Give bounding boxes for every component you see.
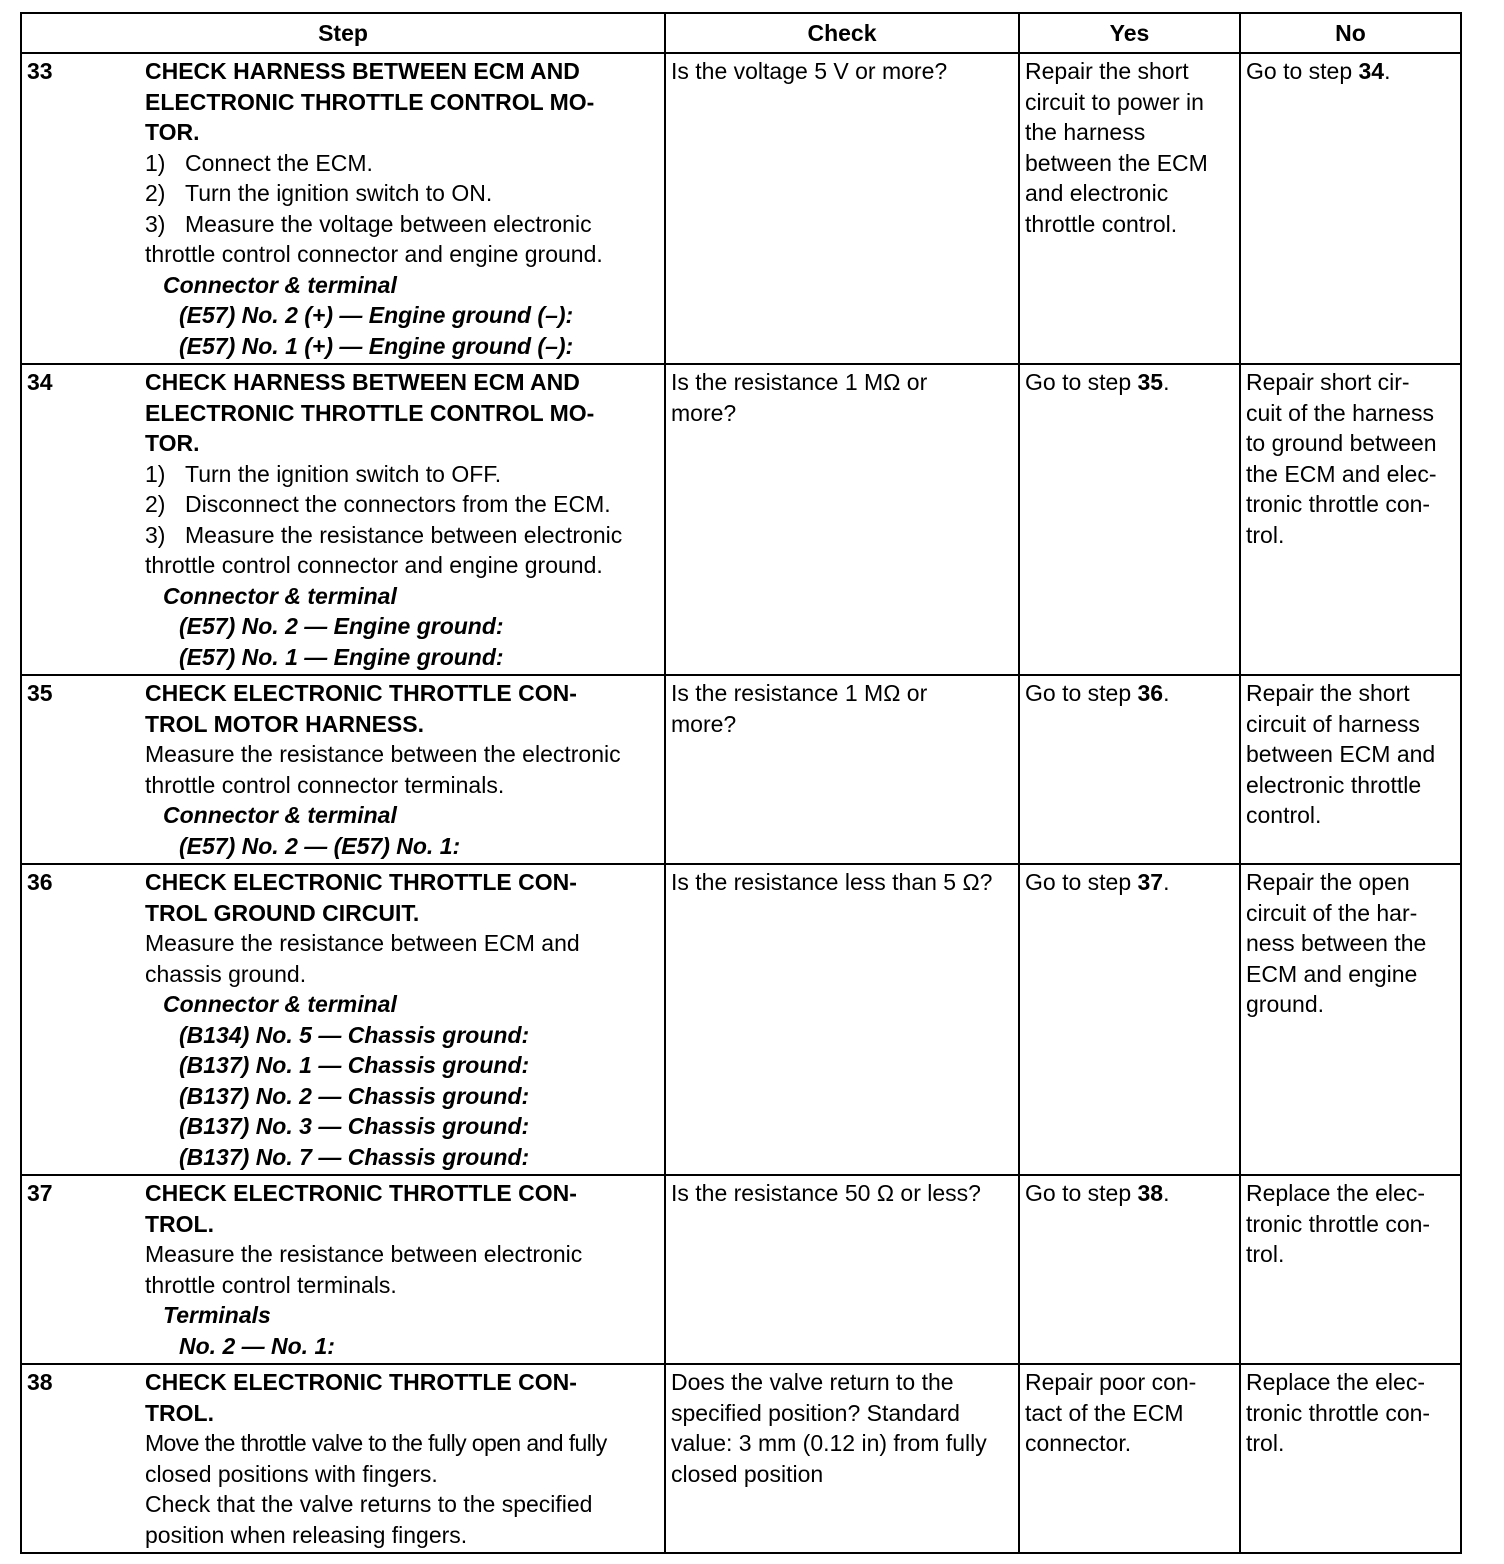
yes-prefix: Go to step bbox=[1025, 1180, 1138, 1206]
spec-line: No. 2 — No. 1: bbox=[179, 1332, 335, 1359]
yes-text: circuit to power in bbox=[1025, 88, 1204, 115]
spec-line: (B134) No. 5 — Chassis ground: bbox=[179, 1021, 530, 1048]
step-title: CHECK HARNESS BETWEEN ECM AND bbox=[145, 369, 580, 395]
procedure-item bbox=[145, 459, 659, 490]
item-text: Connect the ECM. bbox=[185, 149, 373, 176]
step-text: Move the throttle valve to the fully open and fully bbox=[145, 1430, 607, 1456]
step-title: CHECK ELECTRONIC THROTTLE CON- bbox=[145, 680, 577, 706]
table-row bbox=[21, 53, 1461, 364]
item-text: Measure the voltage between electronic bbox=[185, 210, 592, 237]
check-text: Is the resistance 1 MΩ or bbox=[671, 680, 928, 706]
no-suffix: . bbox=[1384, 58, 1391, 84]
check-text: Is the resistance less than 5 Ω? bbox=[671, 869, 993, 895]
yes-text: tact of the ECM bbox=[1025, 1399, 1184, 1426]
step-cell bbox=[21, 675, 665, 864]
spec-heading: Connector & terminal bbox=[163, 991, 397, 1017]
spec-line: (B137) No. 2 — Chassis ground: bbox=[179, 1082, 530, 1109]
step-number: 37 bbox=[27, 1180, 53, 1206]
no-text: tronic throttle con- bbox=[1246, 1210, 1431, 1237]
table-row bbox=[21, 675, 1461, 864]
table-row bbox=[21, 864, 1461, 1175]
procedure-item bbox=[145, 148, 659, 179]
check-cell bbox=[665, 864, 1019, 1175]
yes-step-ref: 37 bbox=[1137, 869, 1164, 895]
yes-suffix: . bbox=[1163, 1180, 1170, 1206]
step-title: TROL GROUND CIRCUIT. bbox=[145, 899, 420, 926]
procedure-item bbox=[145, 178, 659, 209]
no-text: cuit of the harness bbox=[1246, 399, 1434, 426]
step-cell bbox=[21, 1364, 665, 1553]
spec-line: (E57) No. 2 — (E57) No. 1: bbox=[179, 832, 461, 859]
step-title: TOR. bbox=[145, 119, 200, 145]
step-title: CHECK ELECTRONIC THROTTLE CON- bbox=[145, 869, 577, 895]
no-text: ground. bbox=[1246, 991, 1325, 1017]
yes-prefix: Go to step bbox=[1025, 869, 1138, 895]
no-cell bbox=[1240, 53, 1461, 364]
no-text: tronic throttle con- bbox=[1246, 491, 1431, 517]
no-cell bbox=[1240, 364, 1461, 675]
step-body bbox=[145, 678, 659, 861]
item-index: 3) bbox=[145, 521, 166, 548]
step-body bbox=[145, 367, 659, 672]
check-text: Is the resistance 50 Ω or less? bbox=[671, 1180, 981, 1206]
table-row bbox=[21, 1364, 1461, 1553]
check-cell bbox=[665, 1364, 1019, 1553]
yes-text: throttle control. bbox=[1025, 210, 1178, 237]
step-cell bbox=[21, 864, 665, 1175]
no-text: Repair the short bbox=[1246, 680, 1410, 706]
step-title: CHECK ELECTRONIC THROTTLE CON- bbox=[145, 1369, 577, 1395]
check-text: Is the resistance 1 MΩ or bbox=[671, 369, 928, 395]
check-cell bbox=[665, 53, 1019, 364]
spec-line: (B137) No. 1 — Chassis ground: bbox=[179, 1052, 530, 1078]
yes-cell bbox=[1019, 675, 1240, 864]
check-text: Does the valve return to the bbox=[671, 1369, 954, 1395]
step-number: 34 bbox=[27, 369, 53, 395]
no-cell bbox=[1240, 675, 1461, 864]
check-cell bbox=[665, 364, 1019, 675]
spec-heading: Connector & terminal bbox=[163, 271, 397, 298]
check-cell bbox=[665, 1175, 1019, 1364]
no-text: trol. bbox=[1246, 1430, 1285, 1456]
no-text: control. bbox=[1246, 802, 1322, 828]
item-index: 2) bbox=[145, 491, 166, 517]
step-title: TROL. bbox=[145, 1399, 214, 1426]
check-text: more? bbox=[671, 399, 737, 426]
no-text: trol. bbox=[1246, 521, 1285, 548]
item-index: 2) bbox=[145, 180, 166, 206]
yes-cell bbox=[1019, 364, 1240, 675]
check-text: value: 3 mm (0.12 in) from fully bbox=[671, 1430, 987, 1456]
no-text: between ECM and bbox=[1246, 741, 1436, 767]
spec-heading: Connector & terminal bbox=[163, 802, 397, 828]
no-text: trol. bbox=[1246, 1241, 1285, 1267]
step-title: TROL. bbox=[145, 1210, 214, 1237]
yes-text: Repair poor con- bbox=[1025, 1369, 1197, 1395]
check-cell bbox=[665, 675, 1019, 864]
yes-prefix: Go to step bbox=[1025, 680, 1138, 706]
yes-cell bbox=[1019, 1364, 1240, 1553]
step-cell bbox=[21, 364, 665, 675]
no-prefix: Go to step bbox=[1246, 58, 1359, 84]
no-text: Replace the elec- bbox=[1246, 1180, 1425, 1206]
step-text: position when releasing fingers. bbox=[145, 1521, 468, 1548]
step-text: Measure the resistance between ECM and bbox=[145, 930, 580, 956]
yes-cell bbox=[1019, 1175, 1240, 1364]
item-text: Turn the ignition switch to OFF. bbox=[185, 460, 502, 487]
step-number: 33 bbox=[27, 58, 53, 84]
yes-step-ref: 36 bbox=[1137, 680, 1164, 706]
no-text: Repair short cir- bbox=[1246, 369, 1410, 395]
yes-suffix: . bbox=[1163, 869, 1170, 895]
no-text: electronic throttle bbox=[1246, 771, 1422, 798]
yes-prefix: Go to step bbox=[1025, 369, 1138, 395]
yes-suffix: . bbox=[1163, 680, 1170, 706]
step-body bbox=[145, 1367, 659, 1550]
no-text: the ECM and elec- bbox=[1246, 460, 1437, 487]
yes-step-ref: 38 bbox=[1137, 1180, 1164, 1206]
item-index: 3) bbox=[145, 210, 166, 237]
no-text: to ground between bbox=[1246, 430, 1437, 456]
spec-line: (E57) No. 1 (+) — Engine ground (–): bbox=[179, 332, 574, 359]
spec-line: (B137) No. 3 — Chassis ground: bbox=[179, 1113, 530, 1139]
step-title: CHECK ELECTRONIC THROTTLE CON- bbox=[145, 1180, 577, 1206]
step-body bbox=[145, 867, 659, 1172]
header-no: No bbox=[1240, 13, 1461, 53]
step-text: closed positions with fingers. bbox=[145, 1460, 438, 1487]
header-row bbox=[21, 13, 1461, 53]
item-text: Measure the resistance between electronic bbox=[185, 521, 623, 548]
yes-suffix: . bbox=[1163, 369, 1170, 395]
step-title: TROL MOTOR HARNESS. bbox=[145, 710, 424, 737]
item-continuation: throttle control connector and engine ground. bbox=[145, 552, 603, 578]
step-cell bbox=[21, 1175, 665, 1364]
step-number: 35 bbox=[27, 680, 53, 706]
diagnostic-table bbox=[20, 12, 1462, 1554]
yes-step-ref: 35 bbox=[1137, 369, 1164, 395]
step-text: throttle control terminals. bbox=[145, 1271, 397, 1298]
yes-text: Repair the short bbox=[1025, 58, 1189, 84]
no-step-ref: 34 bbox=[1358, 58, 1385, 84]
procedure-item bbox=[145, 489, 659, 520]
spec-line: (E57) No. 2 (+) — Engine ground (–): bbox=[179, 302, 574, 328]
step-text: throttle control connector terminals. bbox=[145, 771, 505, 798]
yes-text: connector. bbox=[1025, 1430, 1132, 1456]
no-text: tronic throttle con- bbox=[1246, 1399, 1431, 1426]
spec-line: (E57) No. 1 — Engine ground: bbox=[179, 643, 504, 670]
step-title: TOR. bbox=[145, 430, 200, 456]
yes-text: the harness bbox=[1025, 119, 1146, 145]
no-text: circuit of harness bbox=[1246, 710, 1420, 737]
spec-line: (B137) No. 7 — Chassis ground: bbox=[179, 1143, 530, 1170]
item-index: 1) bbox=[145, 460, 166, 487]
spec-line: (E57) No. 2 — Engine ground: bbox=[179, 613, 504, 639]
item-text: Turn the ignition switch to ON. bbox=[185, 180, 493, 206]
no-text: Repair the open bbox=[1246, 869, 1410, 895]
step-body bbox=[145, 56, 659, 361]
header-step: Step bbox=[21, 13, 665, 53]
no-cell bbox=[1240, 1175, 1461, 1364]
table-row bbox=[21, 364, 1461, 675]
spec-heading: Terminals bbox=[163, 1302, 271, 1328]
no-cell bbox=[1240, 1364, 1461, 1553]
procedure-item bbox=[145, 209, 659, 240]
step-title: ELECTRONIC THROTTLE CONTROL MO- bbox=[145, 88, 595, 115]
item-index: 1) bbox=[145, 149, 166, 176]
step-text: chassis ground. bbox=[145, 960, 307, 987]
step-number: 38 bbox=[27, 1369, 53, 1395]
step-text: Measure the resistance between the electronic bbox=[145, 741, 621, 767]
procedure-item bbox=[145, 520, 659, 551]
check-text: Is the voltage 5 V or more? bbox=[671, 58, 948, 84]
no-text: ness between the bbox=[1246, 930, 1427, 956]
check-text: closed position bbox=[671, 1460, 824, 1487]
table-row bbox=[21, 1175, 1461, 1364]
spec-heading: Connector & terminal bbox=[163, 582, 397, 609]
item-continuation: throttle control connector and engine ground. bbox=[145, 241, 603, 267]
no-text: Replace the elec- bbox=[1246, 1369, 1425, 1395]
step-text: Check that the valve returns to the specified bbox=[145, 1491, 593, 1517]
yes-cell bbox=[1019, 864, 1240, 1175]
step-number: 36 bbox=[27, 869, 53, 895]
header-yes: Yes bbox=[1019, 13, 1240, 53]
yes-text: between the ECM bbox=[1025, 149, 1208, 176]
check-text: more? bbox=[671, 710, 737, 737]
step-title: CHECK HARNESS BETWEEN ECM AND bbox=[145, 58, 580, 84]
step-body bbox=[145, 1178, 659, 1361]
step-cell bbox=[21, 53, 665, 364]
check-text: specified position? Standard bbox=[671, 1399, 960, 1426]
no-text: ECM and engine bbox=[1246, 960, 1418, 987]
yes-text: and electronic bbox=[1025, 180, 1169, 206]
no-text: circuit of the har- bbox=[1246, 899, 1418, 926]
no-cell bbox=[1240, 864, 1461, 1175]
step-title: ELECTRONIC THROTTLE CONTROL MO- bbox=[145, 399, 595, 426]
item-text: Disconnect the connectors from the ECM. bbox=[185, 491, 611, 517]
step-text: Measure the resistance between electronic bbox=[145, 1241, 583, 1267]
header-check: Check bbox=[665, 13, 1019, 53]
yes-cell bbox=[1019, 53, 1240, 364]
